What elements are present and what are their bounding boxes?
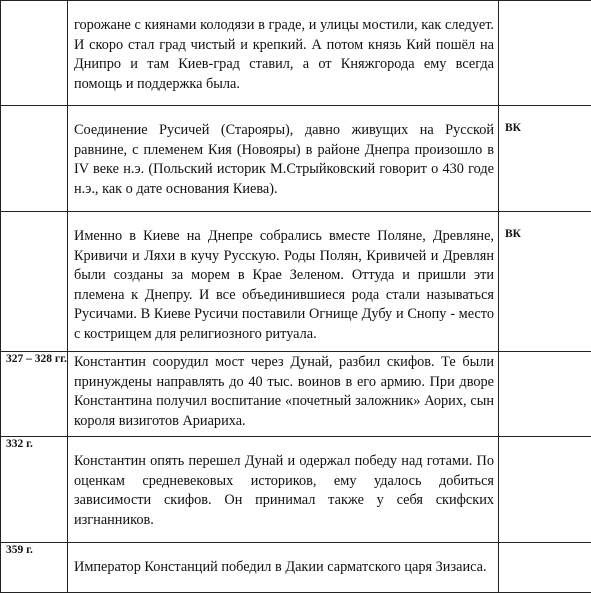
table-row: [1, 543, 591, 593]
event-text: Константин опять перешел Дунай и одержал победу над готами. По оценкам средневековых историков, ему удалось добиться зависимости скифов. Он принимал также у себя скифских изгнанников.: [74, 453, 494, 528]
source-cell: [499, 437, 591, 543]
event-cell: [68, 437, 499, 543]
event-text: горожане с киянами колодязи в граде, и улицы мостили, как следует. И скоро стал град чистый и крепкий. А потом князь Кий пошёл на Днипро и там Киев-град ставил, а от Княжгорода ему всегда помощь и поддержка была.: [74, 17, 494, 92]
source-cell: [499, 106, 591, 212]
date-text: 332 г.: [6, 438, 33, 450]
table-row: [1, 1, 591, 106]
date-text: [1, 106, 67, 107]
table-row: [1, 352, 591, 437]
date-cell: [1, 543, 68, 593]
event-text: Император Констанций победил в Дакии сарматского царя Зизаиса.: [74, 559, 487, 575]
source-text: ВК: [505, 228, 522, 240]
event-text: Константин соорудил мост через Дунай, разбил скифов. Те были принуждены направлять до 40 тыс. воинов в его армию. При дворе Константина получил воспитание «почетный заложник» Аорих, сын короля визиготов Ариариха.: [74, 354, 494, 429]
date-cell: [1, 352, 68, 437]
source-cell: [499, 1, 591, 106]
event-cell: [68, 1, 499, 106]
event-cell: [68, 543, 499, 593]
date-text: 359 г.: [6, 544, 33, 556]
date-cell: [1, 1, 68, 106]
date-text: [1, 212, 67, 213]
event-text: Именно в Киеве на Днепре собрались вместе Поляне, Древляне, Кривичи и Ляхи в кучу Русскую. Роды Полян, Кривичей и Древлян были созданы за морем в Крае Зеленом. Оттуда и пришли эти племена к Днепру. И все объединившиеся рода стали называться Русичами. В Киеве Русичи поставили Огнище Дубу и Снопу - место с кострищем для религиозного ритуала.: [74, 228, 494, 342]
date-cell: [1, 437, 68, 543]
event-text: Соединение Русичей (Старояры), давно живущих на Русской равнине, с племенем Кия (Новояры) в районе Днепра произошло в IV веке н.э. (Польский историк М.Стрыйковский говорит о 430 годе н.э., как о дате основания Киева).: [74, 122, 494, 197]
event-cell: [68, 106, 499, 212]
table-row: [1, 106, 591, 212]
date-cell: [1, 212, 68, 352]
date-text: [1, 1, 67, 2]
table-row: [1, 212, 591, 352]
source-cell: [499, 352, 591, 437]
event-cell: [68, 212, 499, 352]
table-row: [1, 437, 591, 543]
date-cell: [1, 106, 68, 212]
source-cell: [499, 543, 591, 593]
source-text: ВК: [505, 122, 522, 134]
source-cell: [499, 212, 591, 352]
event-cell: [68, 352, 499, 437]
date-text: 327 – 328 гг.: [6, 353, 67, 365]
